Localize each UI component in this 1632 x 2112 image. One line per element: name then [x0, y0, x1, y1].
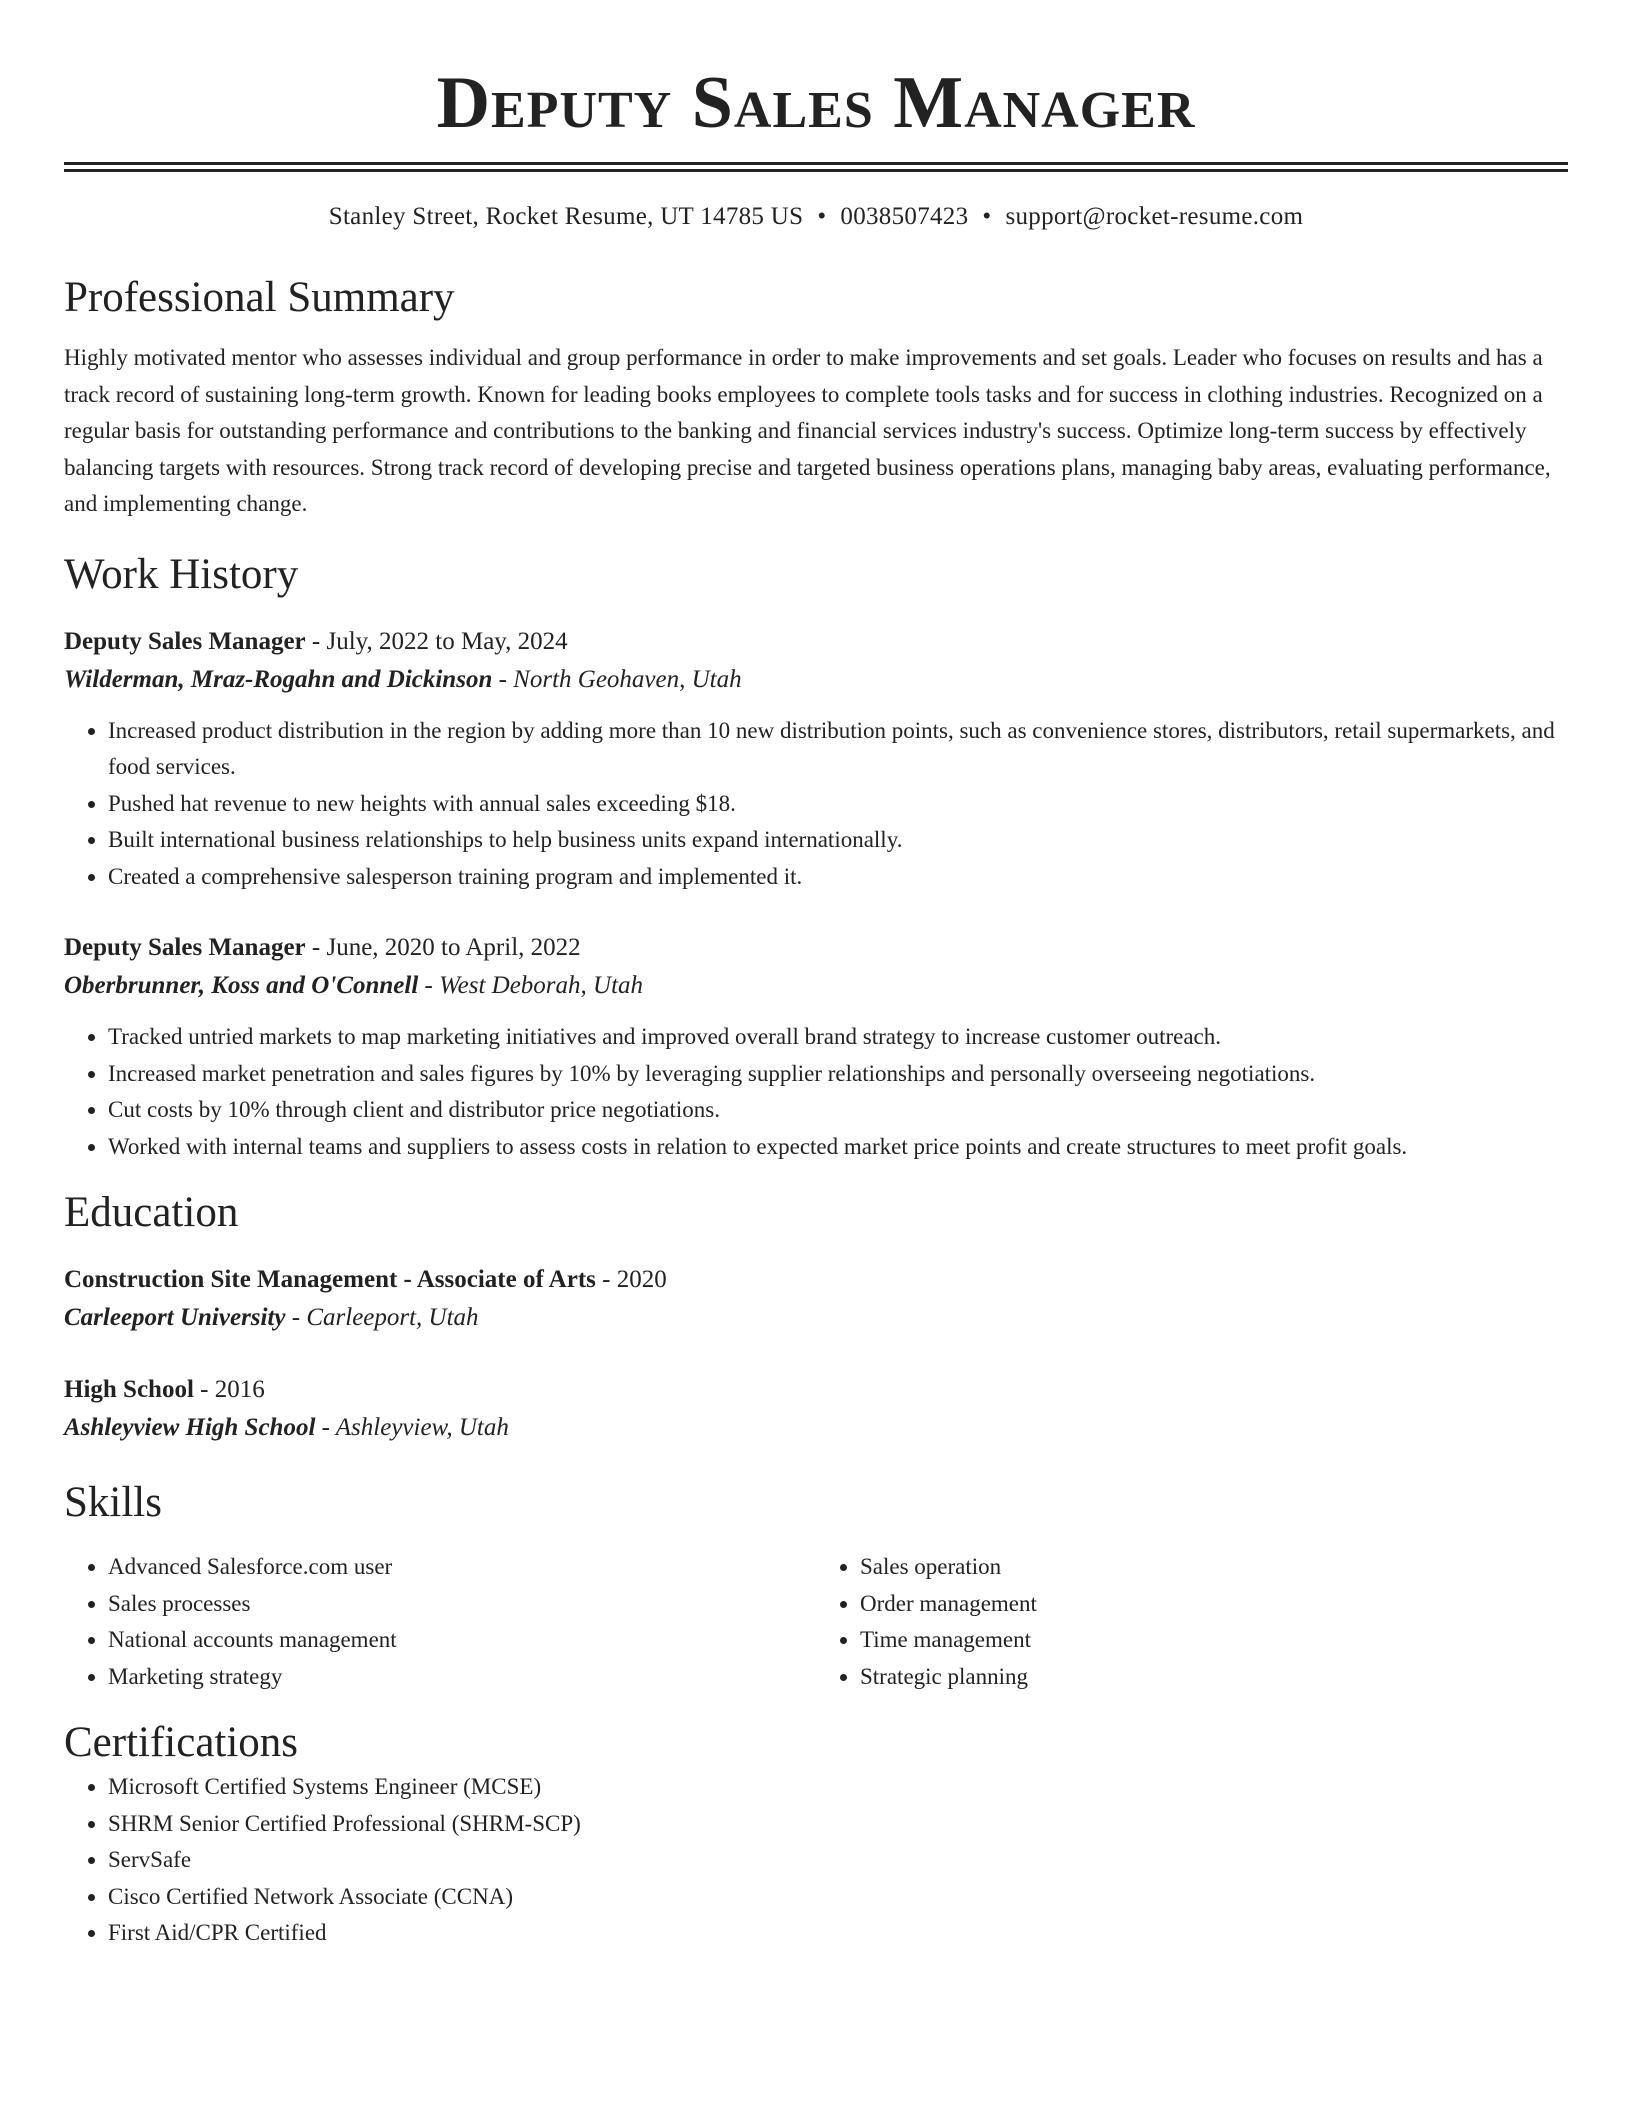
section-title-education: Education [64, 1189, 239, 1236]
contact-phone: 0038507423 [840, 203, 969, 230]
list-item: • Cisco Certified Network Associate (CCNA) [108, 1879, 1568, 1916]
list-item: • Advanced Salesforce.com user [108, 1549, 816, 1586]
list-item: • Built international business relationships to help business units expand internationally. [108, 822, 1568, 859]
education-entry [64, 1261, 1568, 1337]
job-entry [64, 929, 1568, 1165]
contact-separator: • [982, 203, 992, 230]
job-company: Oberbrunner, Koss and O'Connell [64, 972, 419, 999]
list-item: • Microsoft Certified Systems Engineer (MCSE) [108, 1769, 1568, 1806]
skills-list-right [816, 1549, 1568, 1695]
summary-text: Highly motivated mentor who assesses individual and group performance in order to make improvements and set goals. Leader who focuses on results and has a track record of sustaining long-term growth. Known for leading books employees to complete tools tasks and for success in clothing industries. Recognized on a regular basis for outstanding performance and contributions to the banking and financial services industry's success. Optimize long-term success by effectively balancing targets with resources. Strong track record of developing precise and targeted business operations plans, managing baby areas, evaluating performance, and implementing change. [64, 345, 1551, 516]
job-bullet-list [64, 713, 1568, 896]
list-item: • Cut costs by 10% through client and distributor price negotiations. [108, 1092, 1568, 1129]
contact-email: support@rocket-resume.com [1005, 203, 1304, 230]
job-location: - West Deborah, Utah [418, 972, 644, 999]
list-item: • Sales processes [108, 1586, 816, 1623]
job-company: Wilderman, Mraz-Rogahn and Dickinson [64, 665, 493, 693]
job-company-line [64, 967, 1568, 1005]
education-location: - Ashleyview, Utah [315, 1414, 509, 1441]
list-item: • Increased market penetration and sales figures by 10% by leveraging supplier relationships and personally overseeing negotiations. [108, 1056, 1568, 1093]
list-item: • First Aid/CPR Certified [108, 1915, 1568, 1952]
certifications-list [64, 1769, 1568, 1952]
education-entry [64, 1371, 1568, 1447]
job-dates: - July, 2022 to May, 2024 [305, 627, 568, 655]
list-item: • Strategic planning [860, 1659, 1568, 1696]
education-school-line [64, 1299, 1568, 1337]
contact-line [64, 202, 1568, 232]
job-entry [64, 623, 1568, 896]
list-item: • Time management [860, 1622, 1568, 1659]
resume-name-title: Deputy Sales Manager [436, 62, 1196, 144]
list-item: • Created a comprehensive salesperson training program and implemented it. [108, 859, 1568, 896]
job-heading [64, 623, 1568, 661]
education-heading [64, 1371, 1568, 1409]
contact-separator: • [817, 203, 827, 230]
list-item: • National accounts management [108, 1622, 816, 1659]
skills-columns [64, 1549, 1568, 1695]
list-item: • Worked with internal teams and suppliers to assess costs in relation to expected market price points and create structures to meet profit goals. [108, 1129, 1568, 1166]
education-degree: Construction Site Management - Associate of Arts [64, 1266, 596, 1293]
education-location: - Carleeport, Utah [285, 1304, 479, 1331]
education-school-line [64, 1409, 1568, 1447]
job-company-line [64, 661, 1568, 699]
list-item: • Tracked untried markets to map marketing initiatives and improved overall brand strategy to increase customer outreach. [108, 1019, 1568, 1056]
job-role: Deputy Sales Manager [64, 627, 306, 655]
education-school: Ashleyview High School [64, 1414, 316, 1441]
job-location: - North Geohaven, Utah [492, 665, 742, 693]
list-item: • SHRM Senior Certified Professional (SHRM-SCP) [108, 1806, 1568, 1843]
section-title-work-history: Work History [64, 550, 299, 598]
job-role: Deputy Sales Manager [64, 934, 306, 961]
skills-list-left [64, 1549, 816, 1695]
list-item: • Sales operation [860, 1549, 1568, 1586]
list-item: • Order management [860, 1586, 1568, 1623]
education-school: Carleeport University [64, 1304, 286, 1331]
section-title-skills: Skills [64, 1479, 162, 1526]
education-year: - 2016 [193, 1376, 265, 1403]
education-heading [64, 1261, 1568, 1299]
list-item: • Increased product distribution in the region by adding more than 10 new distribution points, such as convenience stores, distributors, retail supermarkets, and food services. [108, 713, 1568, 786]
contact-address: Stanley Street, Rocket Resume, UT 14785 US [328, 203, 804, 230]
header-double-rule [64, 162, 1568, 172]
list-item: • Marketing strategy [108, 1659, 816, 1696]
section-title-summary: Professional Summary [64, 274, 455, 321]
list-item: • ServSafe [108, 1842, 1568, 1879]
job-dates: - June, 2020 to April, 2022 [305, 934, 581, 961]
list-item: • Pushed hat revenue to new heights with annual sales exceeding $18. [108, 786, 1568, 823]
section-title-certifications: Certifications [64, 1719, 299, 1766]
job-bullet-list [64, 1019, 1568, 1165]
job-heading [64, 929, 1568, 967]
education-year: - 2020 [595, 1266, 667, 1293]
education-degree: High School [64, 1376, 194, 1403]
